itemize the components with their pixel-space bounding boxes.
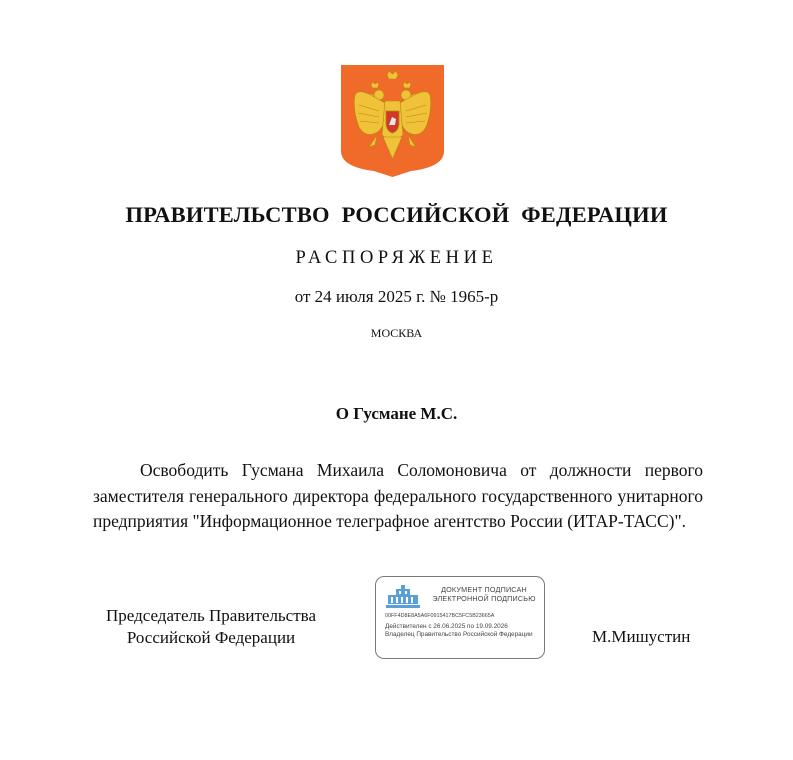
stamp-heading	[426, 585, 542, 603]
stamp-validity: Действителен с 26.06.2025 по 19.09.2026	[385, 623, 508, 630]
document-type: РАСПОРЯЖЕНИЕ	[295, 248, 498, 268]
document-date-number: от 24 июля 2025 г. № 1965-р	[294, 287, 499, 306]
signer-title-line2: Российской Федерации	[126, 628, 296, 647]
document-subject: О Гусмане М.С.	[335, 404, 458, 423]
stamp-certificate-number: 00FF4D8E8A5A6F0915417BC5FC5B23665A	[385, 613, 495, 619]
document-city: МОСКВА	[370, 326, 423, 340]
state-emblem	[341, 65, 444, 177]
signer-name: М.Мишустин	[592, 627, 691, 646]
stamp-heading-line2: ЭЛЕКТРОННОЙ ПОДПИСЬЮ	[432, 594, 536, 603]
government-title: ПРАВИТЕЛЬСТВО РОССИЙСКОЙ ФЕДЕРАЦИИ	[125, 202, 668, 227]
government-building-icon	[384, 585, 422, 609]
double-headed-eagle-icon	[341, 65, 444, 177]
signer-title-line1: Председатель Правительства	[105, 606, 317, 625]
electronic-signature-stamp	[375, 576, 545, 659]
stamp-owner: Владелец Правительство Российской Федерации	[385, 631, 533, 638]
stamp-heading-line1: ДОКУМЕНТ ПОДПИСАН	[441, 585, 527, 594]
signer-title	[88, 605, 334, 649]
document-body: Освободить Гусмана Михаила Соломоновича от должности первого заместителя генерального директора федерального государственного унитарного предприятия "Информационное телеграфное агентство России (ИТАР-ТАСС)".	[93, 460, 703, 531]
